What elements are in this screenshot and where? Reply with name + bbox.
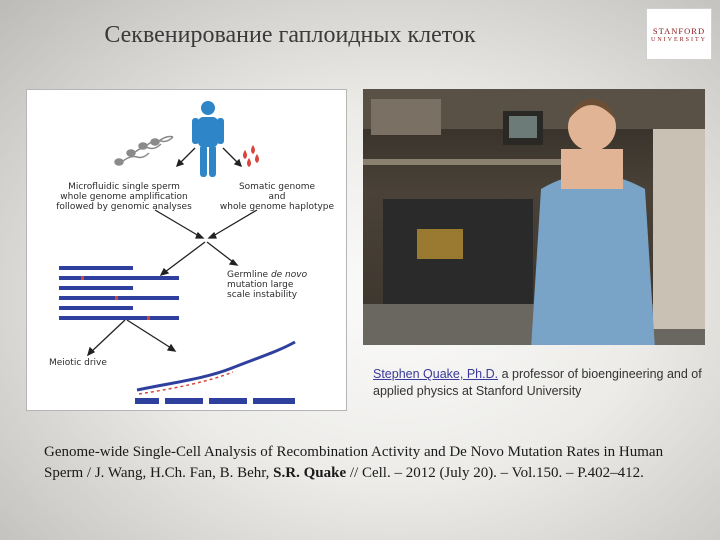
caption-text: a professor of bioengineering and of applied physics at Stanford University [373, 367, 702, 398]
photo-caption [373, 366, 708, 400]
meiotic-drive-label: Meiotic drive [49, 358, 107, 368]
blood-drops-icon [243, 145, 259, 167]
person-icon [192, 101, 224, 177]
stanford-logo [646, 8, 712, 60]
logo-wordmark: STANFORD [652, 25, 706, 36]
somatic-genome-label: Somatic genome and whole genome haplotype [219, 182, 335, 212]
person-name-link[interactable]: Stephen Quake, Ph.D. [373, 367, 499, 381]
portrait-photo [363, 89, 705, 345]
sperm-cells-icon [115, 137, 173, 166]
logo-subtitle: UNIVERSITY [651, 36, 707, 43]
paper-citation: Genome-wide Single-Cell Analysis of Recombination Activity and De Novo Mutation Rates in Human Sperm / J. Wang, H.Ch. Fan, B. Behr, S.R. Quake // Cell. – 2012 (July 20). – Vol.150. – P.402–412. [44, 444, 664, 481]
germline-mutation-label: Germline de novo mutation large scale instability [227, 270, 308, 300]
research-diagram [26, 89, 347, 411]
highlighted-author: S.R. Quake [273, 465, 347, 481]
slide-title: Секвенирование гаплоидных клеток [104, 22, 476, 48]
meiotic-drive-plot [135, 342, 295, 404]
sperm-analysis-label: Microfluidic single sperm whole genome amplification followed by genomic analyses [56, 182, 192, 212]
lab-scene-image [363, 89, 705, 345]
flow-arrows [88, 148, 257, 355]
